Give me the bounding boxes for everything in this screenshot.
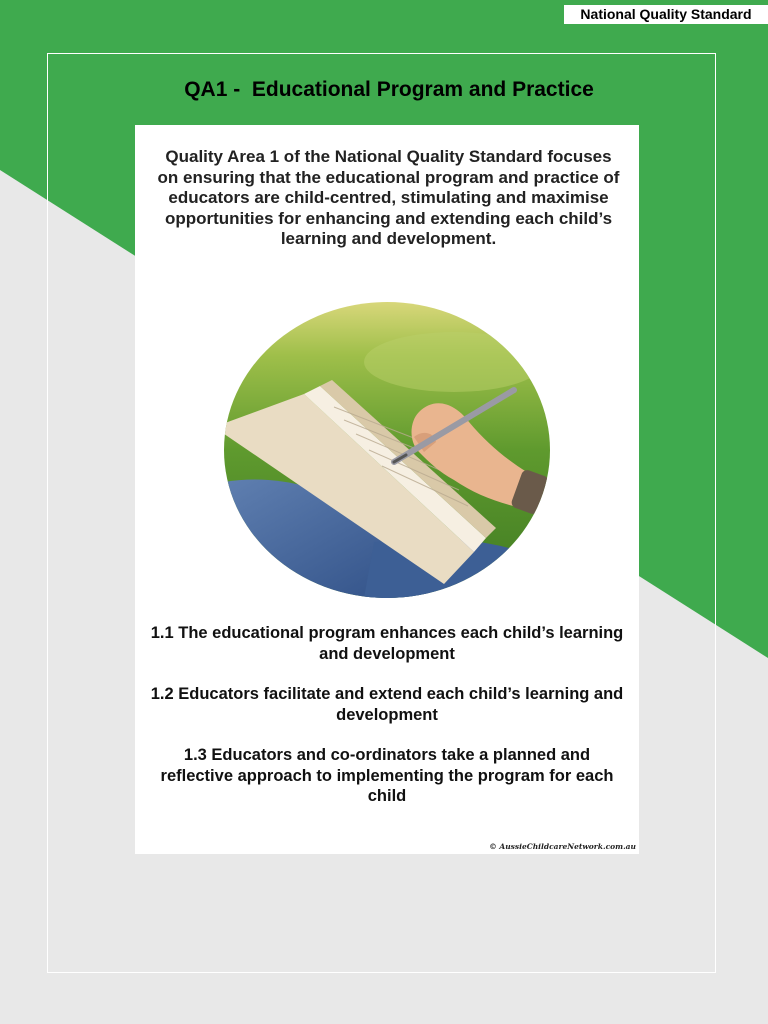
writing-photo-illustration	[224, 302, 550, 598]
standard-1-1: 1.1 The educational program enhances each child’s learning and development	[150, 624, 624, 663]
writing-photo	[224, 302, 550, 598]
intro-paragraph: Quality Area 1 of the National Quality Standard focuses on ensuring that the educational program and practice of educators are child-centred, stimulating and maximise opportunities for enhancing and extending each child’s learning and development.	[157, 147, 620, 249]
page-title: QA1 - Educational Program and Practice	[184, 78, 594, 101]
standards-list	[149, 623, 625, 827]
header-label: National Quality Standard	[564, 5, 768, 24]
standard-1-3: 1.3 Educators and co-ordinators take a planned and reflective approach to implementing the program for each child	[160, 746, 614, 805]
poster-card	[135, 125, 639, 854]
standard-1-2: 1.2 Educators facilitate and extend each child’s learning and development	[150, 685, 624, 724]
copyright-text: © AussieChildcareNetwork.com.au	[489, 842, 636, 851]
